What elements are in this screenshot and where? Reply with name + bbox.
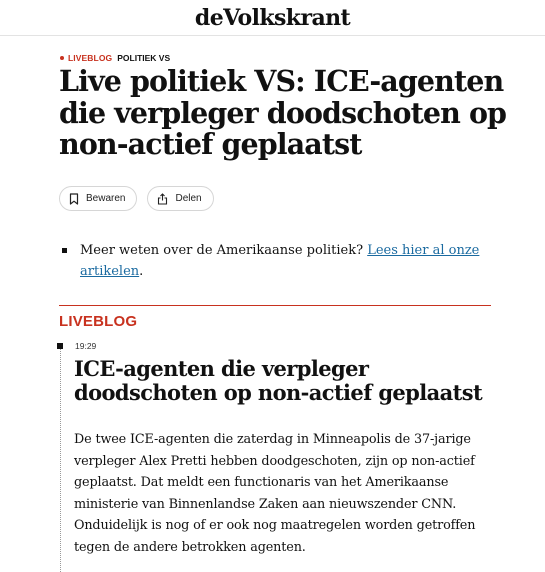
section-divider — [59, 305, 491, 306]
timeline-line — [60, 346, 61, 572]
entry-body: De twee ICE-agenten die zaterdag in Minneapolis de 37-jarige verpleger Alex Pretti hebben doodgeschoten, zijn op non-actief geplaatst. Dat meldt een functionaris van het Amerikaanse ministerie van Binnenlandse Zaken aan nieuwszender CNN. Onduidelijk is nog of er ook nog maatregelen worden getroffen tegen de andere betrokken agenten. — [74, 432, 476, 555]
article-actions — [59, 186, 214, 211]
share-button[interactable] — [147, 186, 213, 211]
teaser-link[interactable]: Lees hier al onze artikelen — [80, 243, 480, 279]
live-dot-icon — [60, 56, 64, 60]
kicker-liveblog: LIVEBLOG — [68, 53, 113, 63]
teaser-prefix: Meer weten over de Amerikaanse politiek? — [80, 243, 368, 258]
save-label: Bewaren — [86, 193, 126, 204]
entry-title: ICE-agenten die verpleger doodschoten op non-actief geplaatst — [74, 356, 483, 405]
entry-timestamp: 19:29 — [75, 341, 97, 351]
save-button[interactable] — [59, 186, 137, 211]
share-icon — [157, 193, 168, 205]
site-logo[interactable]: deVolkskrant — [194, 5, 351, 31]
teaser-suffix: . — [139, 264, 144, 279]
article-headline: Live politiek VS: ICE-agenten die verpleger doodschoten op non-actief geplaatst — [59, 64, 507, 161]
share-label: Delen — [175, 193, 202, 204]
timeline-marker — [57, 343, 63, 349]
masthead — [0, 0, 545, 36]
teaser-list-item — [59, 240, 499, 282]
liveblog-label: LIVEBLOG — [59, 313, 138, 330]
article-kicker — [60, 53, 170, 63]
bookmark-icon — [69, 193, 79, 205]
kicker-section[interactable]: POLITIEK VS — [117, 53, 171, 63]
teaser-text — [80, 240, 499, 282]
bullet-icon — [62, 248, 67, 253]
